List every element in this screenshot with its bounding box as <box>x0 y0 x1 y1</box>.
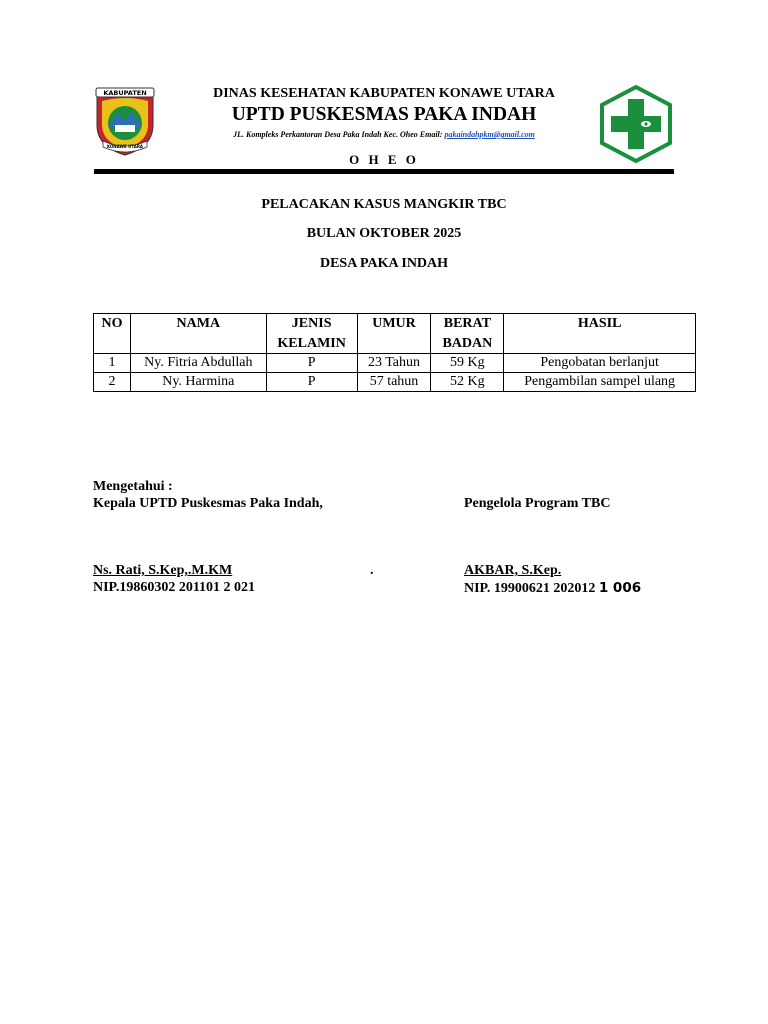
col-header-nama: NAMA <box>130 314 266 354</box>
cell-berat-badan: 59 Kg <box>431 354 504 373</box>
document-title: PELACAKAN KASUS MANGKIR TBC <box>261 197 507 212</box>
emblem-footer-text: KONAWE UTARA <box>106 144 144 149</box>
tracking-table <box>93 313 696 392</box>
puskesmas-name: UPTD PUSKESMAS PAKA INDAH <box>231 104 537 125</box>
cell-nama: Ny. Fitria Abdullah <box>130 354 266 373</box>
table-row <box>94 373 696 392</box>
left-signatory-name: Ns. Rati, S.Kep,.M.KM <box>93 563 233 578</box>
col-header-no: NO <box>94 314 131 354</box>
cell-berat-badan: 52 Kg <box>431 373 504 392</box>
col-header-umur: UMUR <box>357 314 431 354</box>
cell-umur: 57 tahun <box>357 373 431 392</box>
acknowledged-label: Mengetahui : <box>93 479 173 494</box>
right-signatory-nip: NIP. 19900621 202012 1 006 <box>464 580 642 596</box>
table-header-row <box>94 314 696 354</box>
right-signatory-title: Pengelola Program TBC <box>464 496 611 511</box>
left-signatory-title: Kepala UPTD Puskesmas Paka Indah, <box>93 496 323 511</box>
agency-name: DINAS KESEHATAN KABUPATEN KONAWE UTARA <box>213 86 555 101</box>
letterhead-divider <box>94 169 674 174</box>
cell-nama: Ny. Harmina <box>130 373 266 392</box>
address-text: JL. Kompleks Perkantoran Desa Paka Indah Kec. Oheo Email: <box>233 130 445 139</box>
separator-dot: . <box>370 563 374 578</box>
cell-hasil: Pengambilan sampel ulang <box>504 373 696 392</box>
address-line <box>0 130 768 139</box>
table-row <box>94 354 696 373</box>
emblem-banner-text: KABUPATEN <box>103 89 147 97</box>
town-name: O H E O <box>349 152 419 167</box>
email-link[interactable]: pakaindahpkm@gmail.com <box>444 130 535 139</box>
col-header-jenis-kelamin: JENIS KELAMIN <box>266 314 357 354</box>
cell-no: 2 <box>94 373 131 392</box>
cell-no: 1 <box>94 354 131 373</box>
col-header-hasil: HASIL <box>504 314 696 354</box>
cell-jenis-kelamin: P <box>266 373 357 392</box>
col-header-berat-badan: BERAT BADAN <box>431 314 504 354</box>
cell-jenis-kelamin: P <box>266 354 357 373</box>
document-village: DESA PAKA INDAH <box>319 256 449 271</box>
right-signatory-name: AKBAR, S.Kep. <box>464 563 562 578</box>
left-signatory-nip: NIP.19860302 201101 2 021 <box>93 580 256 595</box>
cell-umur: 23 Tahun <box>357 354 431 373</box>
cell-hasil: Pengobatan berlanjut <box>504 354 696 373</box>
document-period: BULAN OKTOBER 2025 <box>306 226 462 241</box>
